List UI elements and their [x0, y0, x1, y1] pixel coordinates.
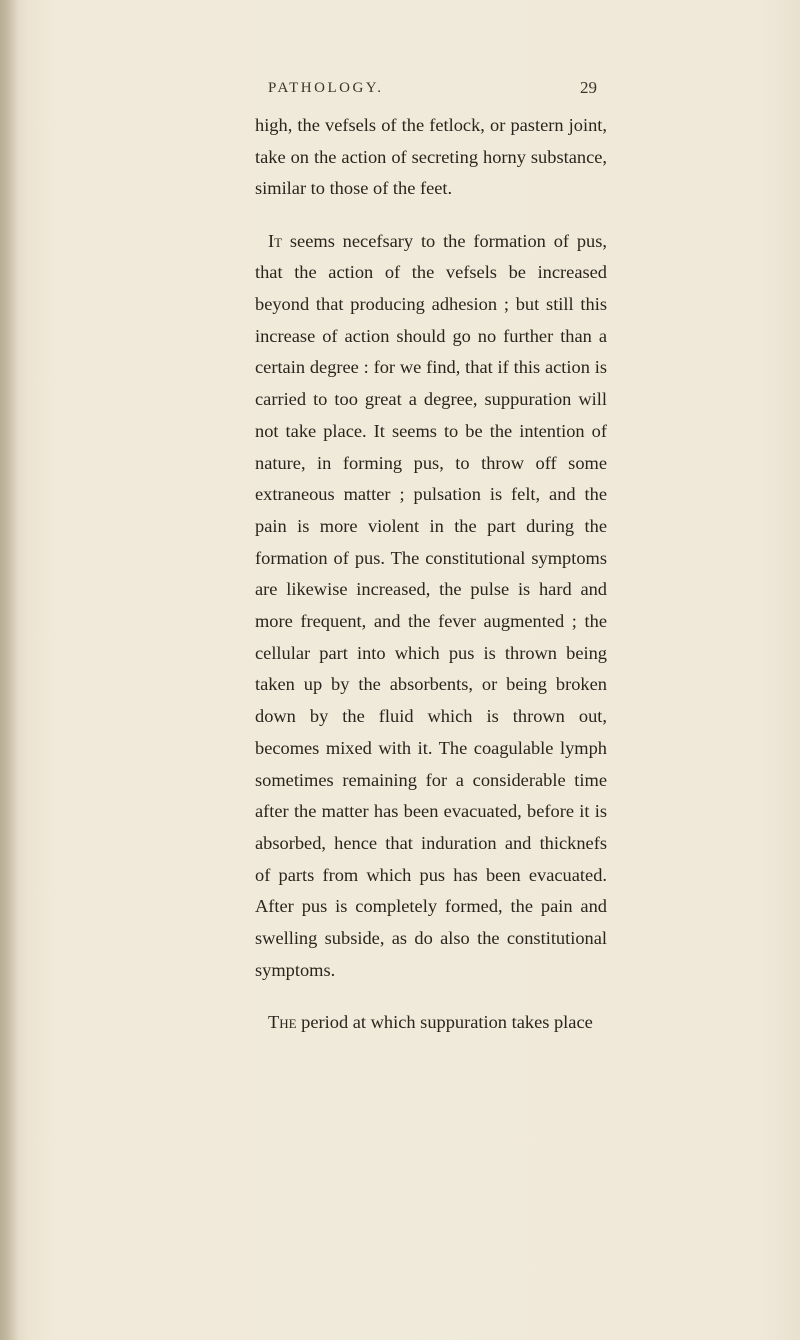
paragraph-3 — [255, 1007, 607, 1039]
paragraph-2-text: seems necefsary to the formation of pus, that the action of the vefsels be increased beyond that producing adhesion ; but still this increase of action should go no further than a certain degree : for we find, that if this action is carried to too great a degree, suppuration will not take place. It seems to be the intention of nature, in forming pus, to throw off some extraneous matter ; pulsation is felt, and the pain is more violent in the part during the formation of pus. The constitutional symptoms are likewise increased, the pulse is hard and more frequent, and the fever augmented ; the cellular part into which pus is thrown being taken up by the absorbents, or being broken down by the fluid which is thrown out, becomes mixed with it. The coagulable lymph sometimes remaining for a considerable time after the matter has been evacuated, before it is absorbed, hence that induration and thicknefs of parts from which pus has been evacuated. After pus is completely formed, the pain and swelling subside, as do also the constitutional symptoms. — [255, 230, 607, 980]
paragraph-1 — [255, 110, 607, 205]
paragraph-2 — [255, 226, 607, 987]
paragraph-2-lead: It — [268, 230, 283, 251]
page-header — [268, 78, 618, 108]
body-text — [255, 110, 607, 1039]
paragraph-1-text: high, the vefsels of the fetlock, or pastern joint, take on the action of secreting horny substance, similar to those of the feet. — [255, 115, 607, 199]
paragraph-3-lead: The — [268, 1011, 297, 1032]
page-gutter-shadow — [0, 0, 18, 1340]
running-head: PATHOLOGY. — [268, 80, 384, 96]
paragraph-3-text: period at which suppuration takes place — [296, 1011, 593, 1032]
page-number: 29 — [580, 78, 597, 97]
